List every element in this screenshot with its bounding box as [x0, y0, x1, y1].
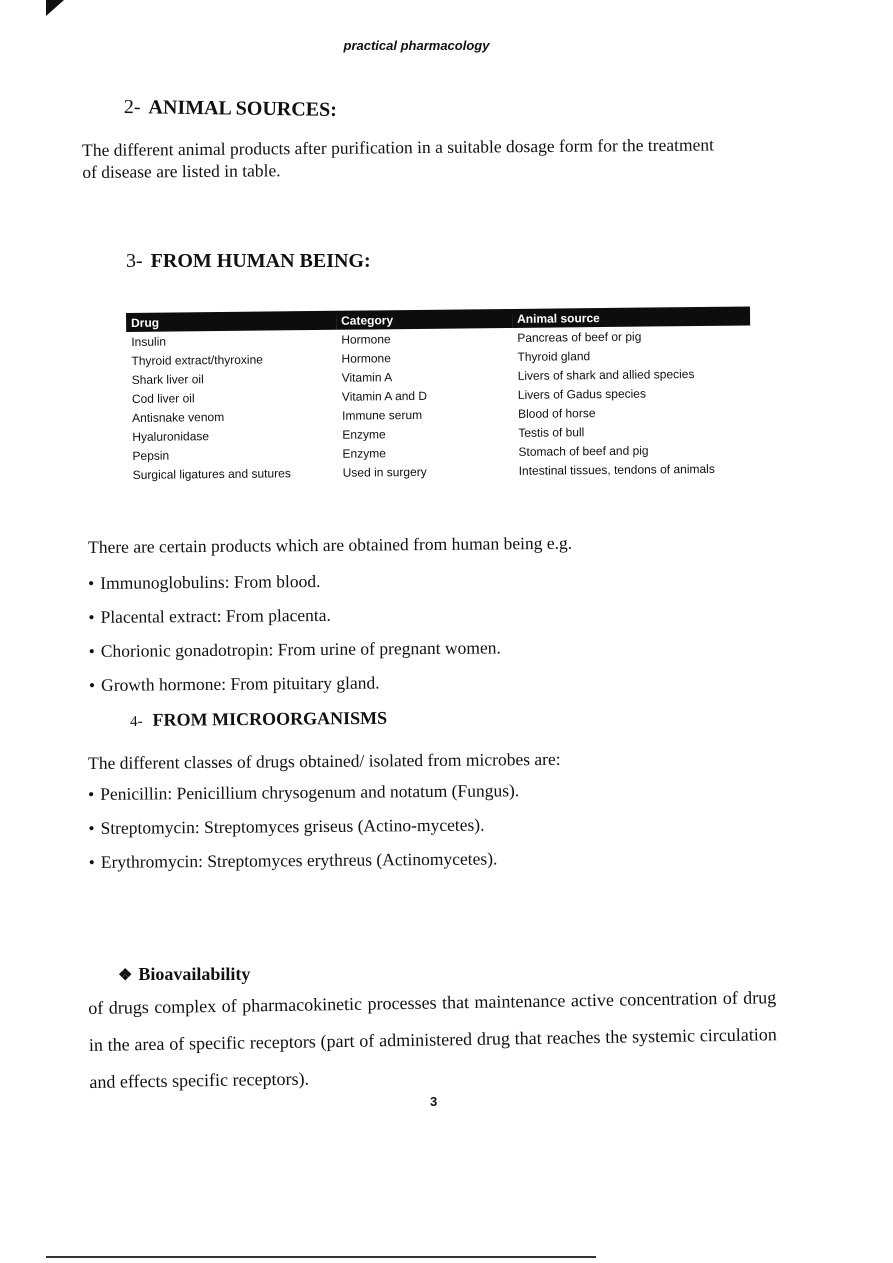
list-item-text: Growth hormone: From pituitary gland. — [101, 672, 380, 695]
bullet-icon: • — [88, 572, 95, 593]
microbes-intro: The different classes of drugs obtained/ isolated from microbes are: — [88, 748, 561, 773]
cell-drug: Shark liver oil — [131, 371, 204, 387]
section-title: FROM MICROORGANISMS — [152, 707, 388, 730]
cell-category: Used in surgery — [342, 464, 427, 480]
bullet-icon: • — [88, 817, 95, 838]
cell-source: Livers of shark and allied species — [517, 366, 695, 383]
cell-drug: Pepsin — [132, 448, 170, 463]
list-item — [88, 568, 500, 606]
bullet-icon: • — [88, 783, 95, 804]
page-number: 3 — [430, 1094, 438, 1109]
column-header-drug: Drug — [131, 315, 160, 330]
cell-category: Vitamin A — [341, 369, 393, 385]
section-title: ANIMAL SOURCES: — [148, 96, 338, 121]
column-header-category: Category — [341, 313, 394, 328]
list-item-text: Penicillin: Penicillium chrysogenum and notatum (Fungus). — [100, 780, 520, 804]
footer-rule — [46, 1256, 596, 1258]
human-products-intro: There are certain products which are obtained from human being e.g. — [88, 532, 573, 557]
section-title: FROM HUMAN BEING: — [150, 250, 371, 272]
bioavailability-title: Bioavailability — [138, 964, 251, 984]
section-heading-human-being — [126, 250, 371, 273]
bullet-icon: • — [88, 674, 96, 695]
animal-sources-table — [126, 306, 752, 484]
list-item-text: Streptomycin: Streptomyces griseus (Actino-mycetes). — [100, 814, 485, 838]
running-head: practical pharmacology — [343, 38, 490, 53]
diamond-bullet-icon: ❖ — [118, 967, 133, 984]
cell-source: Blood of horse — [517, 405, 596, 421]
cell-drug: Cod liver oil — [131, 390, 195, 406]
list-item-text: Placental extract: From placenta. — [100, 604, 331, 627]
list-item — [89, 847, 520, 885]
cell-drug: Antisnake venom — [132, 409, 225, 425]
cell-category: Hormone — [341, 350, 391, 366]
cell-category: Enzyme — [342, 445, 386, 461]
list-item-text: Chorionic gonadotropin: From urine of pregnant women. — [100, 637, 501, 661]
list-item — [88, 779, 519, 817]
list-item — [88, 813, 519, 851]
cell-drug: Insulin — [131, 334, 167, 349]
bullet-icon: • — [88, 606, 95, 627]
section-number: 4- — [130, 713, 143, 730]
cell-source: Stomach of beef and pig — [518, 443, 649, 459]
section-heading-microorganisms — [130, 708, 387, 731]
list-item — [88, 602, 500, 640]
list-item — [89, 636, 501, 674]
section-number: 2- — [123, 96, 141, 119]
bioavailability-heading — [118, 964, 250, 985]
cell-category: Immune serum — [342, 407, 423, 423]
section-heading-animal-sources — [124, 96, 337, 122]
cell-source: Testis of bull — [518, 424, 585, 440]
human-products-list — [88, 568, 501, 708]
bullet-icon: • — [88, 640, 95, 661]
microbe-drugs-list — [88, 779, 520, 885]
cell-source: Livers of Gadus species — [517, 386, 647, 402]
list-item-text: Immunoglobulins: From blood. — [100, 570, 321, 593]
animal-sources-paragraph: The different animal products after purification in a suitable dosage form for the treatment of disease are listed in table. — [82, 134, 715, 182]
cell-category: Hormone — [341, 331, 391, 347]
cell-source: Thyroid gland — [517, 348, 591, 364]
list-item-text: Erythromycin: Streptomyces erythreus (Actinomycetes). — [100, 848, 498, 872]
cell-drug: Surgical ligatures and sutures — [132, 465, 291, 482]
bioavailability-paragraph: of drugs complex of pharmacokinetic processes that maintenance active concentration of drug in the area of specific receptors (part of administered drug that reaches the systemic circulation and effects specific receptors). — [88, 987, 777, 1092]
bullet-icon: • — [88, 851, 95, 872]
cell-drug: Thyroid extract/thyroxine — [131, 352, 263, 368]
column-header-animal-source: Animal source — [517, 311, 600, 326]
list-item — [89, 670, 501, 708]
cell-source: Pancreas of beef or pig — [517, 329, 642, 345]
corner-mark — [46, 0, 64, 16]
cell-category: Vitamin A and D — [341, 388, 428, 404]
cell-source: Intestinal tissues, tendons of animals — [518, 461, 715, 478]
cell-drug: Hyaluronidase — [132, 428, 210, 444]
cell-category: Enzyme — [342, 426, 386, 442]
section-number: 3- — [126, 250, 143, 272]
